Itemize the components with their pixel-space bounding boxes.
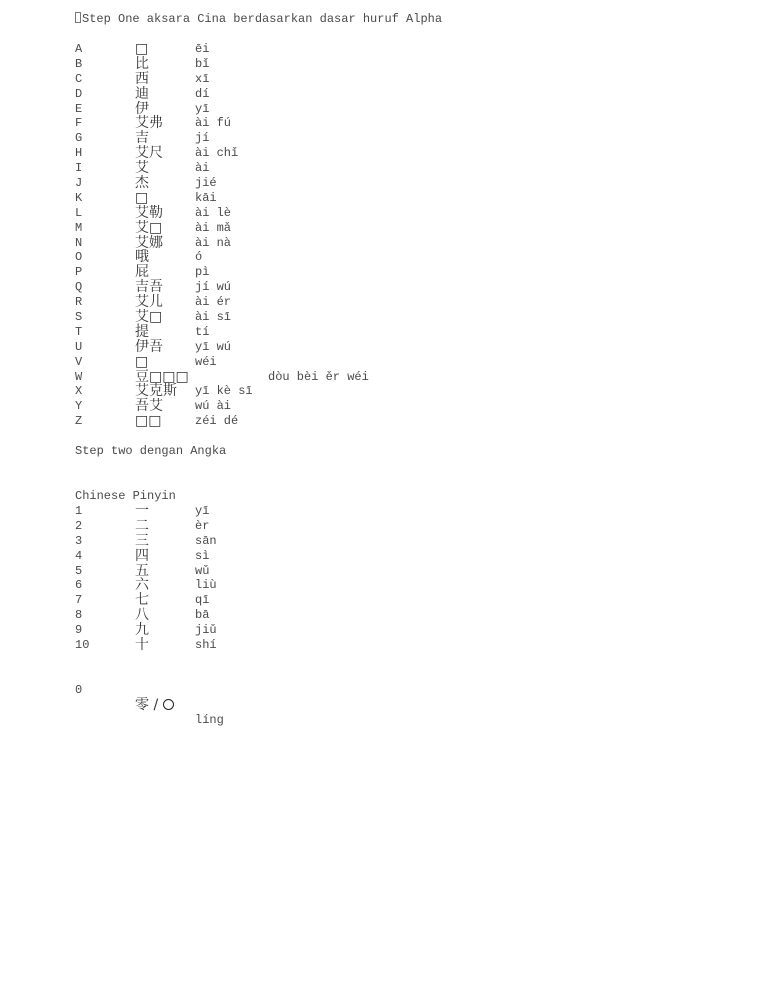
alphabet-row [75, 146, 735, 161]
alphabet-row-chinese: 哦 [135, 249, 149, 266]
alphabet-row-key: J [75, 176, 83, 191]
number-row [75, 608, 735, 623]
alphabet-row-chinese: □□ [135, 413, 162, 430]
alphabet-row-pinyin: jí [195, 131, 210, 146]
number-row-chinese: 七 [135, 592, 149, 609]
number-row-pinyin: èr [195, 518, 210, 533]
alphabet-row-key: N [75, 235, 83, 250]
alphabet-row [75, 236, 735, 251]
alphabet-row-chinese: 迪 [135, 85, 149, 102]
alphabet-row-chinese: 艾尺 [135, 145, 163, 162]
number-row [75, 623, 735, 638]
document-title: Step One aksara Cina berdasarkan dasar huruf Alpha [82, 12, 443, 26]
alphabet-row-pinyin: ài chǐ [195, 146, 239, 161]
alphabet-row-chinese: 艾娜 [135, 234, 163, 251]
alphabet-row-key: U [75, 339, 83, 354]
alphabet-row-chinese: 吉吾 [135, 279, 163, 296]
alphabet-row-pinyin: jí wú [195, 280, 232, 295]
alphabet-row [75, 161, 735, 176]
number-row-chinese: 十 [135, 636, 149, 653]
alphabet-row [75, 57, 735, 72]
number-row-key: 2 [75, 518, 83, 533]
alphabet-row-key: Q [75, 280, 83, 295]
alphabet-row-pinyin: yī wú [195, 339, 232, 354]
alphabet-row-chinese: 吉 [135, 130, 149, 147]
numbers-table [75, 504, 735, 653]
spacer [75, 653, 735, 668]
alphabet-row-pinyin: kāi [195, 190, 217, 205]
alphabet-row [75, 355, 735, 370]
zero-chinese: 零 [135, 696, 149, 713]
number-row-key: 10 [75, 637, 90, 652]
alphabet-row-chinese: 艾弗 [135, 115, 163, 132]
alphabet-row-pinyin: dòu bèi ěr wéi [268, 369, 369, 384]
alphabet-row-key: I [75, 161, 83, 176]
alphabet-row-chinese: 屁 [135, 264, 149, 281]
alphabet-row-pinyin: ài sī [195, 310, 232, 325]
alphabet-row [75, 340, 735, 355]
alphabet-row-chinese: 吾艾 [135, 398, 163, 415]
number-row-chinese: 二 [135, 517, 149, 534]
numbers-header-row [75, 489, 735, 504]
number-row-key: 8 [75, 608, 83, 623]
alphabet-row [75, 280, 735, 295]
number-row [75, 549, 735, 564]
alphabet-row-chinese: 艾□ [135, 309, 163, 326]
number-row-key: 9 [75, 623, 83, 638]
numbers-header: Chinese Pinyin [75, 489, 176, 504]
number-row-pinyin: sān [195, 533, 217, 548]
alphabet-row-chinese: 西 [135, 70, 149, 87]
alphabet-row [75, 206, 735, 221]
alphabet-row-pinyin: ó [195, 250, 203, 265]
document-page [75, 12, 735, 727]
alphabet-row-key: V [75, 354, 83, 369]
zero-number: 0 [75, 682, 83, 697]
alphabet-row-key: H [75, 146, 83, 161]
alphabet-row [75, 310, 735, 325]
alphabet-row [75, 72, 735, 87]
step-two-heading: Step two dengan Angka [75, 444, 227, 459]
number-row-key: 7 [75, 593, 83, 608]
alphabet-row [75, 221, 735, 236]
alphabet-row-pinyin: dí [195, 86, 210, 101]
alphabet-row [75, 295, 735, 310]
alphabet-row-pinyin: jié [195, 176, 217, 191]
alphabet-row-chinese: 艾 [135, 160, 149, 177]
zero-separator: / [153, 696, 159, 713]
alphabet-row [75, 384, 735, 399]
alphabet-row [75, 176, 735, 191]
zero-pinyin: líng [195, 712, 224, 727]
alphabet-row-key: Y [75, 399, 83, 414]
alphabet-row-pinyin: ài [195, 161, 210, 176]
alphabet-row-chinese: 伊吾 [135, 338, 163, 355]
alphabet-row-pinyin: wú ài [195, 399, 232, 414]
alphabet-row-key: G [75, 131, 83, 146]
alphabet-row [75, 102, 735, 117]
number-row-chinese: 四 [135, 547, 149, 564]
alphabet-row [75, 87, 735, 102]
alphabet-row-key: O [75, 250, 83, 265]
alphabet-row-key: B [75, 56, 83, 71]
alphabet-row-key: Z [75, 414, 83, 429]
alphabet-row-key: K [75, 190, 83, 205]
document-title-line [75, 12, 735, 27]
number-row-chinese: 一 [135, 502, 149, 519]
alphabet-row-key: A [75, 42, 83, 56]
number-row [75, 593, 735, 608]
alphabet-row-pinyin: ēi [195, 42, 210, 56]
alphabet-row-chinese: 豆□□□ [135, 368, 189, 385]
step-two-heading-row [75, 444, 735, 459]
alphabet-row [75, 399, 735, 414]
alphabet-row [75, 265, 735, 280]
missing-glyph-icon [75, 12, 81, 23]
number-row-key: 5 [75, 563, 83, 578]
alphabet-row [75, 116, 735, 131]
alphabet-row-pinyin: tí [195, 324, 210, 339]
alphabet-row-chinese: 艾克斯 [135, 383, 177, 400]
spacer [75, 27, 735, 42]
number-row-pinyin: sì [195, 548, 210, 563]
number-row-chinese: 三 [135, 532, 149, 549]
alphabet-row-key: L [75, 205, 83, 220]
alphabet-row [75, 325, 735, 340]
alphabet-row-key: X [75, 384, 83, 399]
alphabet-row [75, 191, 735, 206]
alphabet-row-pinyin: ài lè [195, 205, 232, 220]
number-row [75, 564, 735, 579]
alphabet-row-chinese: □ [135, 189, 149, 206]
number-row-pinyin: liù [195, 578, 217, 593]
alphabet-row-chinese: 伊 [135, 100, 149, 117]
alphabet-row-pinyin: zéi dé [195, 414, 239, 429]
number-row-pinyin: qī [195, 593, 210, 608]
number-row [75, 578, 735, 593]
number-row-chinese: 六 [135, 577, 149, 594]
alphabet-row-pinyin: yī [195, 101, 210, 116]
number-row-pinyin: wǔ [195, 563, 210, 578]
alphabet-row-chinese: 艾勒 [135, 204, 163, 221]
alphabet-row-key: T [75, 324, 83, 339]
alphabet-row-pinyin: xī [195, 71, 210, 86]
number-row-key: 1 [75, 503, 83, 518]
alphabet-row-chinese: 艾儿 [135, 294, 163, 311]
alphabet-row-pinyin: pì [195, 265, 210, 280]
alphabet-row-pinyin: ài ér [195, 295, 232, 310]
alphabet-row-key: W [75, 369, 83, 384]
alphabet-row-pinyin: ài mǎ [195, 220, 232, 235]
number-row-pinyin: yī [195, 503, 210, 518]
alphabet-row [75, 42, 735, 57]
number-row [75, 519, 735, 534]
alphabet-row [75, 131, 735, 146]
alphabet-row-chinese: □ [135, 41, 149, 57]
spacer [75, 459, 735, 489]
number-row-chinese: 九 [135, 622, 149, 639]
alphabet-row-key: S [75, 310, 83, 325]
alphabet-row-chinese: 比 [135, 55, 149, 72]
number-row [75, 504, 735, 519]
alphabet-row-key: P [75, 265, 83, 280]
alphabet-row-pinyin: yī kè sī [195, 384, 253, 399]
number-row-key: 3 [75, 533, 83, 548]
number-row-pinyin: bā [195, 608, 210, 623]
number-row-chinese: 五 [135, 562, 149, 579]
alphabet-row-chinese: 提 [135, 323, 149, 340]
number-row [75, 534, 735, 549]
number-row-chinese: 八 [135, 607, 149, 624]
alphabet-row-chinese: 艾□ [135, 219, 163, 236]
alphabet-row-key: F [75, 116, 83, 131]
alphabet-row-key: M [75, 220, 83, 235]
number-row-key: 4 [75, 548, 83, 563]
alphabet-row-pinyin: ài fú [195, 116, 232, 131]
zero-circle-icon [163, 699, 174, 710]
spacer [75, 429, 735, 444]
alphabet-row [75, 250, 735, 265]
zero-chinese-group [135, 698, 174, 713]
alphabet-table [75, 42, 735, 429]
alphabet-row-chinese: 杰 [135, 175, 149, 192]
alphabet-row-pinyin: ài nà [195, 235, 232, 250]
alphabet-row-key: D [75, 86, 83, 101]
zero-row [75, 668, 735, 727]
alphabet-row-key: C [75, 71, 83, 86]
alphabet-row-key: E [75, 101, 83, 116]
alphabet-row-pinyin: bǐ [195, 56, 210, 71]
number-row-pinyin: jiǔ [195, 623, 217, 638]
number-row-pinyin: shí [195, 637, 217, 652]
alphabet-row-pinyin: wéi [195, 354, 217, 369]
alphabet-row-key: R [75, 295, 83, 310]
alphabet-row [75, 414, 735, 429]
number-row [75, 638, 735, 653]
alphabet-row-chinese: □ [135, 353, 149, 370]
number-row-key: 6 [75, 578, 83, 593]
